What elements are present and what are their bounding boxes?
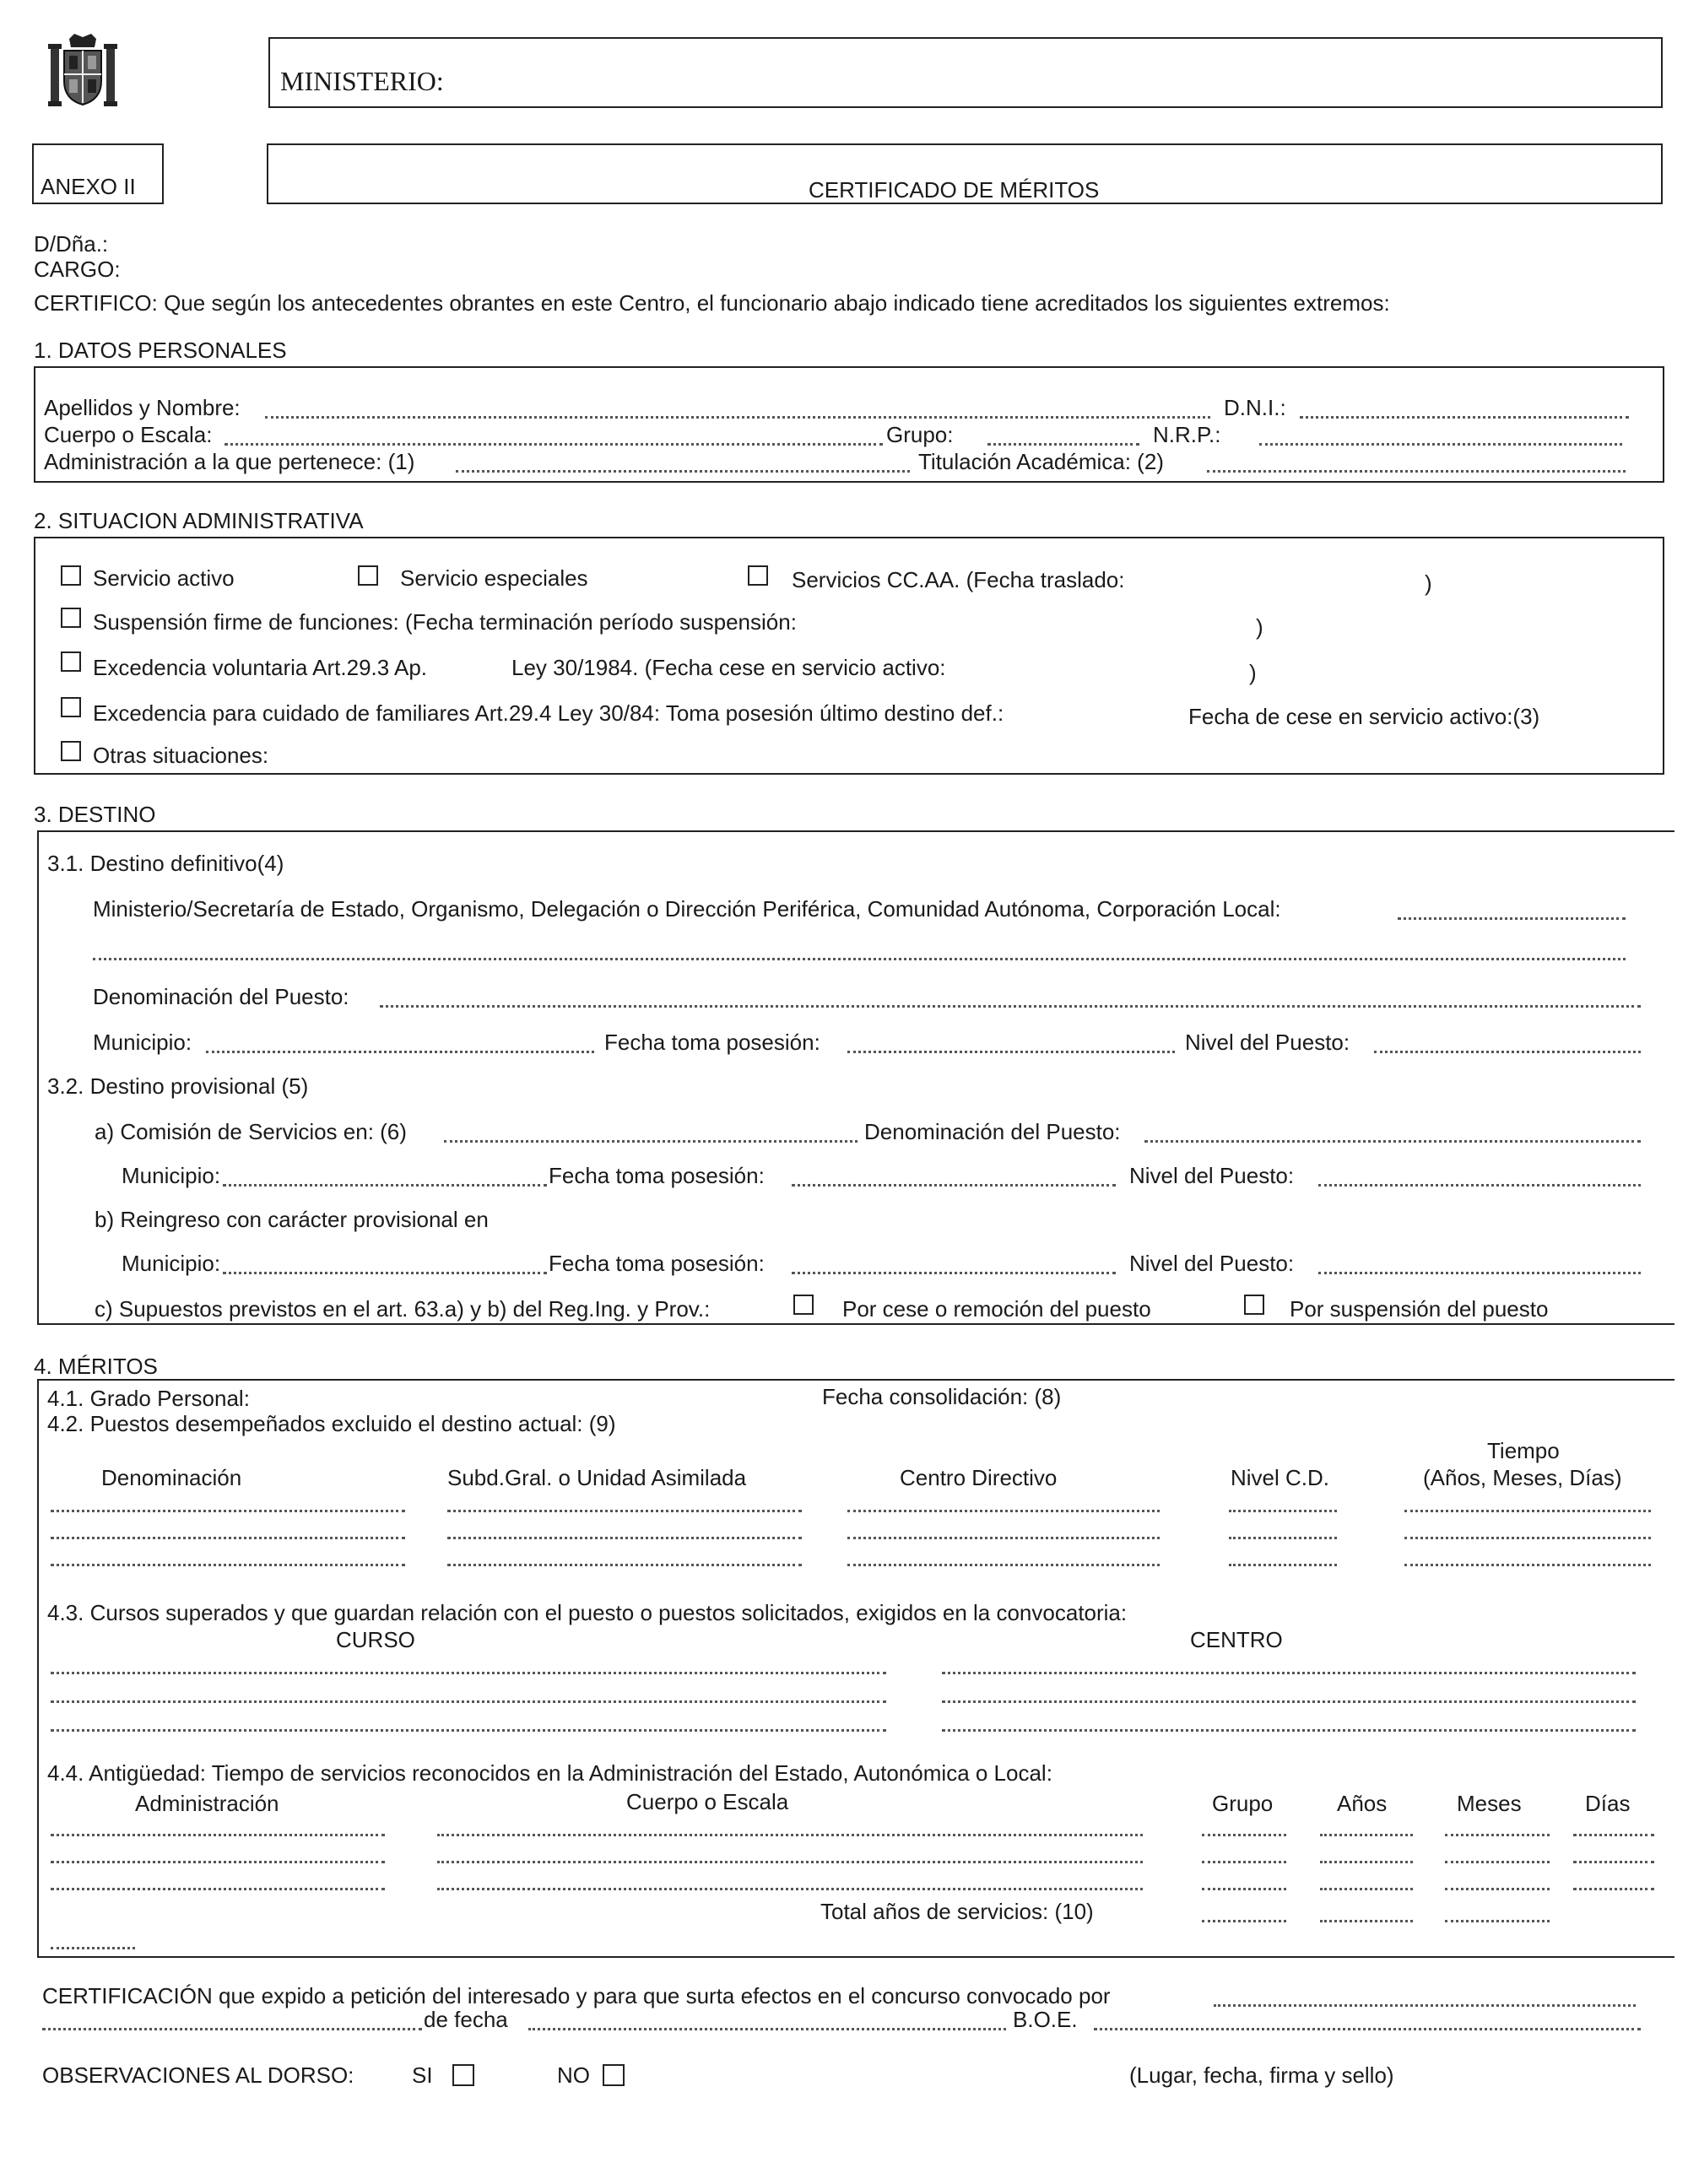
certificacion-line2-field[interactable] xyxy=(42,2012,422,2030)
document-title: CERTIFICADO DE MÉRITOS xyxy=(809,177,1100,203)
ministerio-line-field[interactable] xyxy=(1398,901,1626,920)
titulacion-label: Titulación Académica: (2) xyxy=(918,449,1164,474)
nrp-field[interactable] xyxy=(1259,427,1622,446)
col-admin-header: Administración xyxy=(135,1791,279,1816)
servicio-activo-checkbox[interactable] xyxy=(61,565,81,586)
puestos-row-2-subd[interactable] xyxy=(447,1521,802,1539)
puestos-row-1-nivel[interactable] xyxy=(1229,1494,1337,1512)
fecha-toma-field[interactable] xyxy=(847,1035,1175,1053)
si-checkbox[interactable] xyxy=(452,2064,474,2086)
puestos-row-2-tiempo[interactable] xyxy=(1404,1521,1651,1539)
antiguedad-row-2-anos[interactable] xyxy=(1320,1845,1413,1863)
coat-of-arms-emblem xyxy=(44,32,122,110)
por-suspension-label: Por suspensión del puesto xyxy=(1290,1296,1549,1322)
suspension-checkbox[interactable] xyxy=(61,608,81,628)
antiguedad-row-3-cuerpo[interactable] xyxy=(437,1872,1143,1890)
puestos-row-2-centro[interactable] xyxy=(847,1521,1160,1539)
puestos-row-2-nivel[interactable] xyxy=(1229,1521,1337,1539)
otras-situaciones-label: Otras situaciones: xyxy=(93,743,269,768)
col-dias-header: Días xyxy=(1585,1791,1631,1816)
por-suspension-checkbox[interactable] xyxy=(1244,1295,1264,1315)
puestos-row-3-nivel[interactable] xyxy=(1229,1548,1337,1566)
de-fecha-field[interactable] xyxy=(528,2012,1006,2030)
reingreso-fecha-toma-label: Fecha toma posesión: xyxy=(549,1251,765,1276)
certifico-text: CERTIFICO: Que según los antecedentes obrantes en este Centro, el funcionario abajo indicado tiene acreditados los siguientes extremos: xyxy=(34,290,1390,316)
dni-label: D.N.I.: xyxy=(1224,395,1286,420)
antiguedad-row-1-admin[interactable] xyxy=(51,1818,385,1836)
section-2-title: 2. SITUACION ADMINISTRATIVA xyxy=(34,508,364,533)
antiguedad-row-3-anos[interactable] xyxy=(1320,1872,1413,1890)
total-extra-field[interactable] xyxy=(51,1931,135,1949)
de-fecha-label: de fecha xyxy=(424,2007,508,2032)
comision-label: a) Comisión de Servicios en: (6) xyxy=(95,1119,407,1144)
servicio-especiales-label: Servicio especiales xyxy=(400,565,588,591)
certificacion-convocado-field[interactable] xyxy=(1214,1988,1636,2007)
antiguedad-row-1-grupo[interactable] xyxy=(1202,1818,1286,1836)
lugar-fecha-firma-label: (Lugar, fecha, firma y sello) xyxy=(1129,2062,1394,2088)
apellidos-label: Apellidos y Nombre: xyxy=(44,395,241,420)
anexo-label: ANEXO II xyxy=(41,174,136,199)
comision-nivel-label: Nivel del Puesto: xyxy=(1129,1163,1295,1188)
total-anos-field[interactable] xyxy=(1320,1904,1413,1922)
comision-nivel-field[interactable] xyxy=(1318,1168,1641,1187)
puestos-row-1-denominacion[interactable] xyxy=(51,1494,405,1512)
reingreso-nivel-field[interactable] xyxy=(1318,1256,1641,1274)
comision-municipio-label: Municipio: xyxy=(122,1163,221,1188)
grupo-label: Grupo: xyxy=(886,422,954,447)
antiguedad-row-2-grupo[interactable] xyxy=(1202,1845,1286,1863)
nrp-label: N.R.P.: xyxy=(1153,422,1221,447)
puestos-row-2-denominacion[interactable] xyxy=(51,1521,405,1539)
col-subd-header: Subd.Gral. o Unidad Asimilada xyxy=(447,1465,747,1490)
col-centro-header: Centro Directivo xyxy=(900,1465,1058,1490)
total-anos-label: Total años de servicios: (10) xyxy=(820,1899,1094,1924)
comision-municipio-field[interactable] xyxy=(223,1168,547,1187)
cursos-row-1-curso[interactable] xyxy=(51,1656,886,1674)
dni-field[interactable] xyxy=(1300,400,1629,419)
section-3-title: 3. DESTINO xyxy=(34,802,156,827)
antiguedad-row-1-cuerpo[interactable] xyxy=(437,1818,1143,1836)
puestos-row-3-centro[interactable] xyxy=(847,1548,1160,1566)
ccaa-close-paren: ) xyxy=(1425,570,1432,596)
col-cuerpo-header: Cuerpo o Escala xyxy=(626,1789,789,1814)
reingreso-municipio-label: Municipio: xyxy=(122,1251,221,1276)
excedencia-voluntaria-label: Excedencia voluntaria Art.29.3 Ap. xyxy=(93,655,428,680)
section-1-title: 1. DATOS PERSONALES xyxy=(34,338,287,363)
puestos-label: 4.2. Puestos desempeñados excluido el destino actual: (9) xyxy=(47,1411,616,1436)
comision-field[interactable] xyxy=(444,1124,858,1143)
titulacion-field[interactable] xyxy=(1207,454,1626,473)
antiguedad-row-2-dias[interactable] xyxy=(1573,1845,1654,1863)
excedencia-familiares-checkbox[interactable] xyxy=(61,697,81,717)
reingreso-municipio-field[interactable] xyxy=(223,1256,547,1274)
cursos-row-1-centro[interactable] xyxy=(942,1656,1636,1674)
total-meses-field[interactable] xyxy=(1445,1904,1550,1922)
antiguedad-row-2-admin[interactable] xyxy=(51,1845,385,1863)
certificacion-text: CERTIFICACIÓN que expido a petición del interesado y para que surta efectos en el concurso convocado por xyxy=(42,1983,1111,2008)
puestos-row-1-tiempo[interactable] xyxy=(1404,1494,1651,1512)
dona-label: D/Dña.: xyxy=(34,231,109,257)
observaciones-label: OBSERVACIONES AL DORSO: xyxy=(42,2062,354,2088)
cursos-row-2-centro[interactable] xyxy=(942,1684,1636,1703)
antiguedad-row-3-dias[interactable] xyxy=(1573,1872,1654,1890)
ministerio-box xyxy=(268,37,1663,108)
excedencia-close-paren: ) xyxy=(1249,660,1257,685)
grado-label: 4.1. Grado Personal: xyxy=(47,1386,250,1411)
fecha-consolidacion-label: Fecha consolidación: (8) xyxy=(822,1384,1062,1409)
ministerio-line-field-2[interactable] xyxy=(93,942,1626,960)
denominacion-field[interactable] xyxy=(380,989,1641,1008)
boe-label: B.O.E. xyxy=(1013,2007,1078,2032)
col-centro-c-header: CENTRO xyxy=(1190,1627,1283,1652)
nivel-label: Nivel del Puesto: xyxy=(1185,1030,1350,1055)
fecha-toma-label: Fecha toma posesión: xyxy=(604,1030,820,1055)
col-curso-header: CURSO xyxy=(336,1627,415,1652)
cargo-label: CARGO: xyxy=(34,257,121,282)
cuerpo-field[interactable] xyxy=(225,427,883,446)
administracion-field[interactable] xyxy=(456,454,910,473)
comision-denominacion-label: Denominación del Puesto: xyxy=(864,1119,1121,1144)
servicios-ccaa-label: Servicios CC.AA. (Fecha traslado: xyxy=(792,567,1125,592)
excedencia-familiares-label: Excedencia para cuidado de familiares Art.29.4 Ley 30/84: Toma posesión último destino def.: xyxy=(93,700,1004,726)
total-grupo-field[interactable] xyxy=(1202,1904,1286,1922)
no-label: NO xyxy=(557,2062,590,2088)
reingreso-label: b) Reingreso con carácter provisional en xyxy=(95,1207,489,1232)
cuerpo-label: Cuerpo o Escala: xyxy=(44,422,213,447)
reingreso-fecha-toma-field[interactable] xyxy=(792,1256,1116,1274)
antiguedad-row-2-meses[interactable] xyxy=(1445,1845,1550,1863)
col-denominacion-header: Denominación xyxy=(101,1465,242,1490)
nivel-field[interactable] xyxy=(1374,1035,1641,1053)
por-cese-checkbox[interactable] xyxy=(793,1295,814,1315)
puestos-row-1-centro[interactable] xyxy=(847,1494,1160,1512)
por-cese-label: Por cese o remoción del puesto xyxy=(842,1296,1151,1322)
col-anos-header: Años xyxy=(1337,1791,1388,1816)
antiguedad-row-1-anos[interactable] xyxy=(1320,1818,1413,1836)
section-4-title: 4. MÉRITOS xyxy=(34,1354,158,1379)
reingreso-nivel-label: Nivel del Puesto: xyxy=(1129,1251,1295,1276)
cursos-row-3-centro[interactable] xyxy=(942,1713,1636,1732)
comision-fecha-toma-label: Fecha toma posesión: xyxy=(549,1163,765,1188)
antiguedad-row-3-meses[interactable] xyxy=(1445,1872,1550,1890)
boe-field[interactable] xyxy=(1094,2012,1641,2030)
ley-label: Ley 30/1984. (Fecha cese en servicio activo: xyxy=(511,655,946,680)
suspension-label: Suspensión firme de funciones: (Fecha terminación período suspensión: xyxy=(93,609,797,635)
cursos-row-2-curso[interactable] xyxy=(51,1684,886,1703)
ministerio-line-label: Ministerio/Secretaría de Estado, Organismo, Delegación o Dirección Periférica, Comunidad Autónoma, Corporación Local: xyxy=(93,896,1281,922)
excedencia-voluntaria-checkbox[interactable] xyxy=(61,651,81,672)
antiguedad-row-2-cuerpo[interactable] xyxy=(437,1845,1143,1863)
antiguedad-row-1-meses[interactable] xyxy=(1445,1818,1550,1836)
cursos-row-3-curso[interactable] xyxy=(51,1713,886,1732)
antiguedad-row-1-dias[interactable] xyxy=(1573,1818,1654,1836)
grupo-field[interactable] xyxy=(987,427,1139,446)
municipio-label: Municipio: xyxy=(93,1030,192,1055)
supuestos-label: c) Supuestos previstos en el art. 63.a) y b) del Reg.Ing. y Prov.: xyxy=(95,1296,711,1322)
destino-definitivo-label: 3.1. Destino definitivo(4) xyxy=(47,851,284,876)
antiguedad-label: 4.4. Antigüedad: Tiempo de servicios reconocidos en la Administración del Estado, Autonómica o Local: xyxy=(47,1760,1052,1786)
comision-fecha-toma-field[interactable] xyxy=(792,1168,1116,1187)
servicios-ccaa-checkbox[interactable] xyxy=(748,565,768,586)
ministerio-label: MINISTERIO: xyxy=(280,66,444,96)
cursos-label: 4.3. Cursos superados y que guardan relación con el puesto o puestos solicitados, exigidos en la convocatoria: xyxy=(47,1600,1128,1625)
si-label: SI xyxy=(412,2062,433,2088)
puestos-row-3-denominacion[interactable] xyxy=(51,1548,405,1566)
otras-situaciones-checkbox[interactable] xyxy=(61,741,81,761)
puestos-row-1-subd[interactable] xyxy=(447,1494,802,1512)
antiguedad-row-3-admin[interactable] xyxy=(51,1872,385,1890)
col-meses-header: Meses xyxy=(1457,1791,1522,1816)
apellidos-field[interactable] xyxy=(265,400,1210,419)
suspension-close-paren: ) xyxy=(1256,614,1263,640)
municipio-field[interactable] xyxy=(206,1035,594,1053)
destino-provisional-label: 3.2. Destino provisional (5) xyxy=(47,1073,309,1099)
servicio-especiales-checkbox[interactable] xyxy=(358,565,378,586)
antiguedad-row-3-grupo[interactable] xyxy=(1202,1872,1286,1890)
denominacion-label: Denominación del Puesto: xyxy=(93,984,349,1009)
administracion-label: Administración a la que pertenece: (1) xyxy=(44,449,415,474)
puestos-row-3-subd[interactable] xyxy=(447,1548,802,1566)
fecha-cese-label: Fecha de cese en servicio activo:(3) xyxy=(1188,704,1540,729)
col-grupo-header: Grupo xyxy=(1212,1791,1274,1816)
puestos-row-3-tiempo[interactable] xyxy=(1404,1548,1651,1566)
servicio-activo-label: Servicio activo xyxy=(93,565,235,591)
comision-denominacion-field[interactable] xyxy=(1144,1124,1641,1143)
no-checkbox[interactable] xyxy=(603,2064,625,2086)
col-nivel-header: Nivel C.D. xyxy=(1231,1465,1330,1490)
col-tiempo-header: Tiempo xyxy=(1487,1438,1560,1463)
col-tiempo-sub-header: (Años, Meses, Días) xyxy=(1423,1465,1622,1490)
